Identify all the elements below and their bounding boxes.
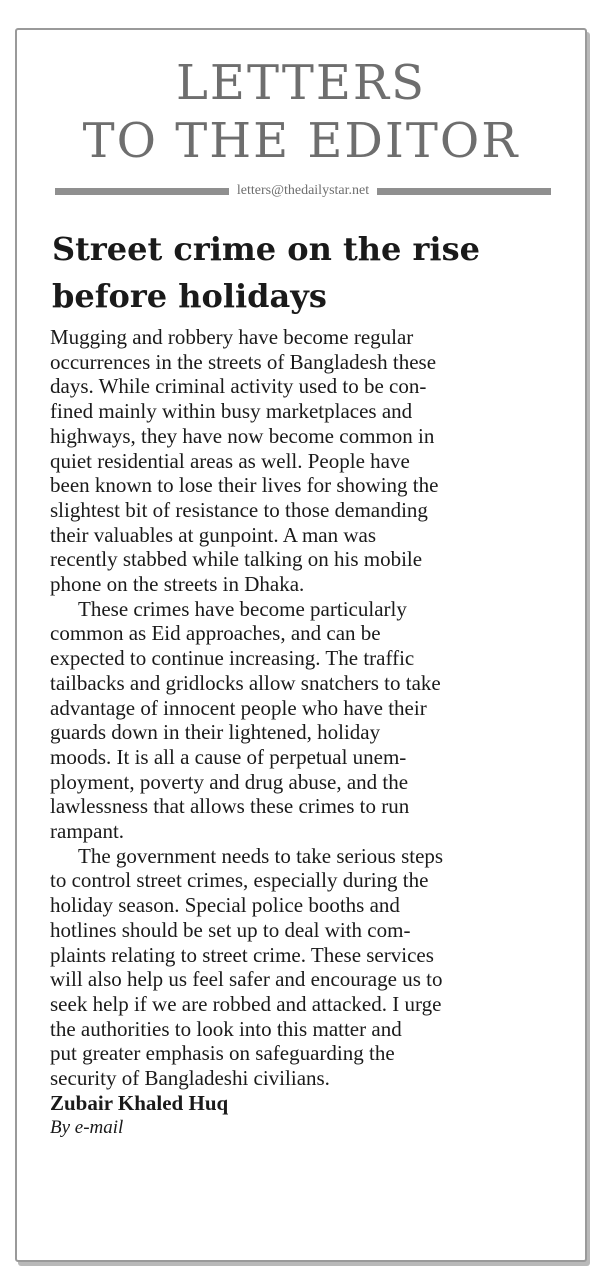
letter-body xyxy=(50,325,560,1140)
submission-method: By e-mail xyxy=(50,1116,124,1138)
text-line: tailbacks and gridlocks allow snatchers to take xyxy=(50,670,441,695)
author-name: Zubair Khaled Huq xyxy=(50,1090,229,1115)
rule-left xyxy=(55,188,229,195)
paragraph-3 xyxy=(50,844,560,1091)
text-line: The government needs to take serious steps xyxy=(78,843,444,868)
text-line: recently stabbed while talking on his mobile xyxy=(50,547,423,572)
editor-email: letters@thedailystar.net xyxy=(236,183,370,198)
text-line: common as Eid approaches, and can be xyxy=(50,621,381,646)
text-line: moods. It is all a cause of perpetual unem- xyxy=(50,744,407,769)
text-line: lawlessness that allows these crimes to run xyxy=(50,794,410,819)
section-title-line-2: TO THE EDITOR xyxy=(82,113,520,169)
text-line: fined mainly within busy marketplaces and xyxy=(50,399,413,424)
text-line: ployment, poverty and drug abuse, and the xyxy=(50,769,409,794)
text-line: days. While criminal activity used to be con- xyxy=(50,374,427,399)
text-line: put greater emphasis on safeguarding the xyxy=(50,1041,395,1066)
text-line: plaints relating to street crime. These services xyxy=(50,942,434,967)
text-line: been known to lose their lives for showing the xyxy=(50,473,439,498)
paragraph-1 xyxy=(50,325,560,597)
text-line: slightest bit of resistance to those demanding xyxy=(50,497,428,522)
email-rule xyxy=(55,184,551,198)
text-line: rampant. xyxy=(50,819,125,844)
headline-line: Street crime on the rise xyxy=(52,230,480,268)
paragraph-2 xyxy=(50,597,560,844)
text-line: security of Bangladeshi civilians. xyxy=(50,1066,330,1091)
text-line: Mugging and robbery have become regular xyxy=(50,325,414,349)
text-line: seek help if we are robbed and attacked. I urge xyxy=(50,991,442,1016)
text-line: These crimes have become particularly xyxy=(78,596,407,621)
text-line: hotlines should be set up to deal with com- xyxy=(50,917,411,942)
text-line: occurrences in the streets of Bangladesh these xyxy=(50,349,437,374)
text-line: phone on the streets in Dhaka. xyxy=(50,572,305,597)
text-line: guards down in their lightened, holiday xyxy=(50,720,381,745)
headline-line: before holidays xyxy=(52,277,327,315)
text-line: their valuables at gunpoint. A man was xyxy=(50,522,377,547)
text-line: highways, they have now become common in xyxy=(50,423,435,448)
text-line: quiet residential areas as well. People have xyxy=(50,448,410,473)
letters-box xyxy=(15,28,587,1262)
text-line: will also help us feel safer and encourage us to xyxy=(50,967,443,992)
text-line: to control street crimes, especially during the xyxy=(50,868,429,893)
text-line: expected to continue increasing. The traffic xyxy=(50,646,415,671)
text-line: advantage of innocent people who have their xyxy=(50,695,427,720)
text-line: the authorities to look into this matter and xyxy=(50,1016,402,1041)
rule-right xyxy=(377,188,551,195)
letter-headline xyxy=(52,226,562,320)
section-title-line-1: LETTERS xyxy=(176,55,426,111)
text-line: holiday season. Special police booths and xyxy=(50,893,400,918)
